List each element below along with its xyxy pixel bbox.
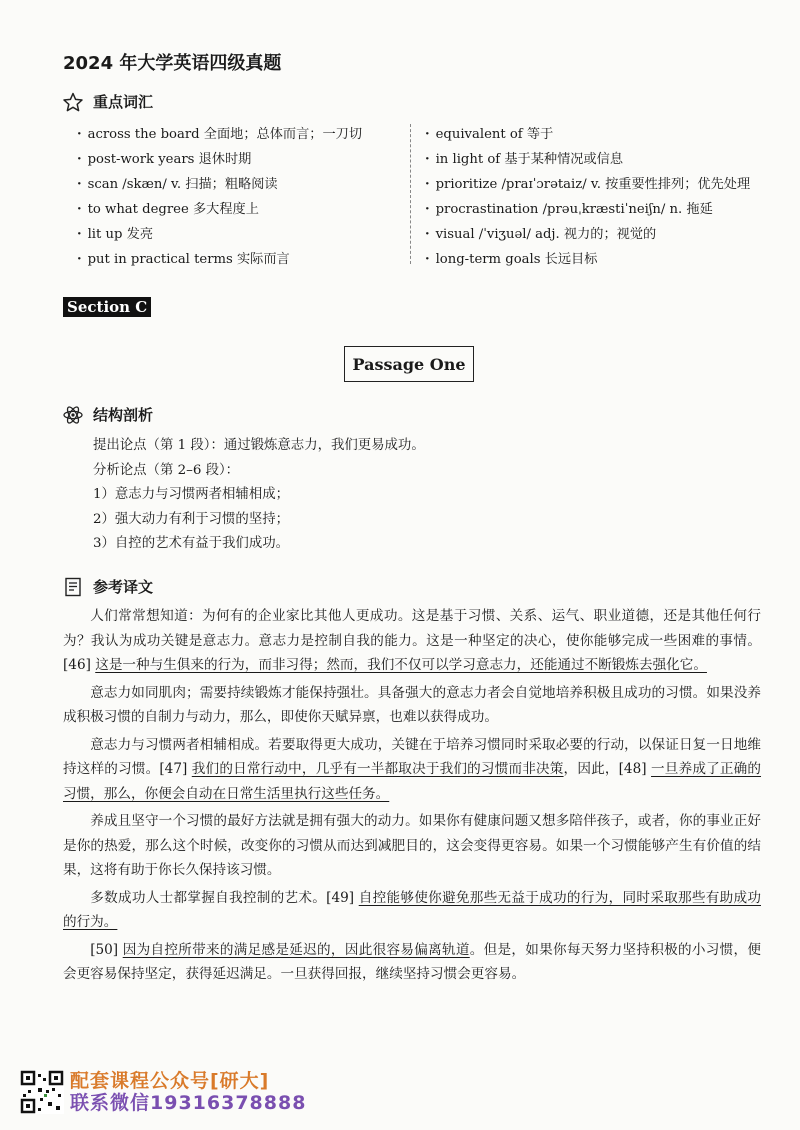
vocab-item: · procrastination /prəuˌkræstiˈneiʃn/ n. 拖延 <box>425 197 750 222</box>
paragraph-text: 意志力如同肌肉；需要持续锻炼才能保持强壮。具备强大的意志力者会自觉地培养积极且成功的习惯。如果没养成积极习惯的自制力与动力，那么，即使你天赋异禀，也难以获得成功。 <box>63 684 761 725</box>
paragraph-2 <box>63 681 761 730</box>
star-icon <box>63 92 83 112</box>
answer-47-underline: 我们的日常行动中，几乎有一半都取决于我们的习惯而非决策 <box>191 761 564 777</box>
paragraph-5 <box>63 886 761 935</box>
vocab-heading <box>63 91 153 112</box>
paragraph-text: ，因此，[48] <box>563 761 652 777</box>
paragraph-text: 。但是，如果你每天努力坚持积极的小习惯，便会更容易保持坚定，获得延迟满足。一旦获得回报，继续坚持习惯会更容易。 <box>63 941 762 982</box>
translation-heading <box>63 576 153 597</box>
structure-list <box>93 434 425 557</box>
watermark-text <box>70 1070 306 1114</box>
page-title: 2024 年大学英语四级真题 <box>63 53 282 74</box>
paragraph-3 <box>63 733 761 807</box>
vocab-item: · equivalent of 等于 <box>425 122 750 147</box>
atom-icon <box>63 405 83 425</box>
structure-heading <box>63 404 153 425</box>
paragraph-6 <box>63 938 761 987</box>
vocab-item: · prioritize /praɪˈɔrətaiz/ v. 按重要性排列；优先处理 <box>425 172 750 197</box>
structure-line: 3）自控的艺术有益于我们成功。 <box>93 536 289 551</box>
watermark-line-1: 配套课程公众号[研大] <box>70 1070 270 1092</box>
paragraph-text: 多数成功人士都掌握自我控制的艺术。[49] <box>90 889 359 906</box>
paragraph-1 <box>63 604 761 678</box>
paragraph-text: 人们常常想知道：为何有的企业家比其他人更成功。这是基于习惯、关系、运气、职业道德，还是其他任何行为？我认为成功关键是意志力。意志力是控制自我的能力。这是一种坚定的决心，使你能够完成一些困难的事情。[46] <box>63 608 761 673</box>
vocab-item: · lit up 发亮 <box>77 222 362 247</box>
vocab-item: · post-work years 退休时期 <box>77 147 362 172</box>
paragraph-text: [50] <box>90 941 123 958</box>
paragraph-text: 意志力与习惯两者相辅相成。若要取得更大成功，关键在于培养习惯同时采取必要的行动，以保证日复一日地维持这样的习惯。[47] <box>63 736 761 777</box>
vocab-item: · to what degree 多大程度上 <box>77 197 362 222</box>
structure-heading-text: 结构剖析 <box>93 406 154 424</box>
document-icon <box>63 577 83 597</box>
structure-line: 2）强大动力有利于习惯的坚持； <box>93 511 289 527</box>
section-label: Section C <box>63 297 151 317</box>
watermark-line-2: 联系微信19316378888 <box>70 1092 307 1114</box>
qr-code-icon <box>20 1070 64 1114</box>
footer-watermark <box>20 1070 306 1114</box>
vocab-item: · put in practical terms 实际而言 <box>77 247 362 272</box>
structure-line: 提出论点（第 1 段）：通过锻炼意志力，我们更易成功。 <box>93 438 425 453</box>
structure-line: 1）意志力与习惯两者相辅相成； <box>93 487 289 502</box>
vocab-list-left <box>77 122 362 272</box>
paragraph-text: 养成且坚守一个习惯的最好方法就是拥有强大的动力。如果你有健康问题又想多陪伴孩子，或者，你的事业正好是你的热爱，那么这个时候，改变你的习惯从而达到减肥目的，这会变得更容易。如果一个习惯能够产生有价值的结果，这将有助于你长久保持该习惯。 <box>63 813 761 878</box>
vocab-heading-text: 重点词汇 <box>93 93 154 111</box>
vocab-item: · across the board 全面地；总体而言；一刀切 <box>77 122 362 147</box>
answer-49-underline: 自控能够使你避免那些无益于成功的行为，同时采取那些有助成功的行为。 <box>63 889 761 930</box>
vocab-divider <box>410 124 411 264</box>
answer-48-underline: 一旦养成了正确的习惯，那么，你便会自动在日常生活里执行这些任务。 <box>63 761 762 802</box>
vocab-list-right <box>425 122 750 272</box>
vocab-item: · scan /skæn/ v. 扫描；粗略阅读 <box>77 172 362 197</box>
answer-50-underline: 因为自控所带来的满足感是延迟的，因此很容易偏离轨道 <box>122 941 470 958</box>
answer-46-underline: 这是一种与生俱来的行为，而非习得；然而，我们不仅可以学习意志力，还能通过不断锻炼去强化它。 <box>95 657 707 673</box>
structure-line: 分析论点（第 2–6 段）： <box>93 462 240 478</box>
vocab-item: · long-term goals 长远目标 <box>425 247 750 272</box>
vocab-item: · in light of 基于某种情况或信息 <box>425 147 750 172</box>
translation-heading-text: 参考译文 <box>93 578 154 596</box>
paragraph-4 <box>63 809 761 883</box>
vocab-item: · visual /ˈviʒuəl/ adj. 视力的；视觉的 <box>425 222 750 247</box>
passage-title: Passage One <box>344 346 474 382</box>
translation-body <box>63 604 761 990</box>
